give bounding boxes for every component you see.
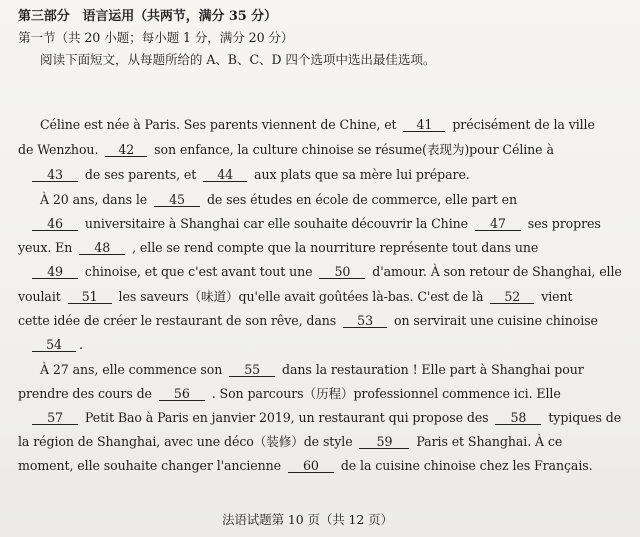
blank-57[interactable]: 57 [32,411,78,425]
part-heading: 第一节（共 20 小题；每小题 1 分，满分 20 分） [18,30,294,45]
passage-line [18,410,621,426]
passage-text: de la cuisine chinoise chez les Français. [340,458,593,473]
blank-58[interactable]: 58 [495,411,541,425]
passage-text: cette idée de créer le restaurant de son rêve, dans [18,313,337,328]
passage-text: précisément de la ville [452,117,595,132]
blank-46[interactable]: 46 [32,217,78,231]
passage-text: de Wenzhou. [18,142,99,157]
instruction-text: 阅读下面短文，从每题所给的 A、B、C、D 四个选项中选出最佳选项。 [40,52,436,67]
blank-59[interactable]: 59 [359,435,409,449]
blank-53[interactable]: 53 [343,314,387,328]
passage-line [40,117,595,133]
section-heading: 第三部分 语言运用（共两节，满分 35 分） [18,9,277,24]
blank-48[interactable]: 48 [79,241,125,255]
blank-42[interactable]: 42 [105,143,147,157]
passage-text: prendre des cours de [18,386,152,401]
passage-line [18,434,562,450]
passage-text: les saveurs（味道）qu'elle avait goûtées là-bas. C'est de là [118,289,484,304]
passage-text: . [79,337,83,352]
passage-text: typiques de [548,410,622,425]
passage-text: d'amour. À son retour de Shanghai, elle [372,264,622,279]
blank-43[interactable]: 43 [32,168,78,182]
passage-text: chinoise, et que c'est avant tout une [84,264,313,279]
passage-line [18,337,83,353]
passage-line [18,289,572,305]
passage-text: dans la restauration ! Elle part à Shanghai pour [282,362,584,377]
passage-text: À 27 ans, elle commence son [40,362,223,377]
passage-line [18,142,554,158]
passage-text: son enfance, la culture chinoise se résume(表现为)pour Céline à [154,142,554,157]
passage-text: Céline est née à Paris. Ses parents viennent de Chine, et [40,117,397,132]
blank-41[interactable]: 41 [403,118,445,132]
passage-text: aux plats que sa mère lui prépare. [254,167,470,182]
blank-49[interactable]: 49 [32,265,78,279]
passage-text: vient [541,289,573,304]
blank-51[interactable]: 51 [68,290,112,304]
passage-text: Paris et Shanghai. À ce [416,434,563,449]
passage-text: voulait [18,289,61,304]
blank-56[interactable]: 56 [159,387,205,401]
passage-line [18,313,598,329]
passage-line [18,264,622,280]
passage-line [40,192,517,208]
blank-52[interactable]: 52 [490,290,534,304]
passage-text: universitaire à Shanghai car elle souhaite découvrir la Chine [84,216,468,231]
blank-44[interactable]: 44 [203,168,247,182]
passage-text: À 20 ans, dans le [40,192,148,207]
passage-text: yeux. En [18,240,73,255]
blank-60[interactable]: 60 [288,459,334,473]
passage-line [40,362,584,378]
blank-54[interactable]: 54 [32,338,76,352]
page-footer: 法语试题第 10 页（共 12 页） [222,512,393,527]
passage-text: on servirait une cuisine chinoise [394,313,598,328]
blank-47[interactable]: 47 [475,217,521,231]
passage-line [18,240,538,256]
passage-text: moment, elle souhaite changer l'ancienne [18,458,282,473]
passage-text: , elle se rend compte que la nourriture représente tout dans une [132,240,539,255]
blank-45[interactable]: 45 [154,193,200,207]
passage-text: Petit Bao à Paris en janvier 2019, un restaurant qui propose des [84,410,489,425]
passage-text: la région de Shanghai, avec une déco（装修）de style [18,434,353,449]
passage-text: de ses parents, et [84,167,197,182]
passage-text: de ses études en école de commerce, elle part en [206,192,518,207]
blank-55[interactable]: 55 [229,363,275,377]
blank-50[interactable]: 50 [319,265,365,279]
passage-text: ses propres [527,216,601,231]
passage-text: . Son parcours（历程）professionnel commence ici. Elle [211,386,561,401]
passage-line [18,167,470,183]
passage-line [18,216,601,232]
passage-line [18,386,561,402]
passage-line [18,458,593,474]
